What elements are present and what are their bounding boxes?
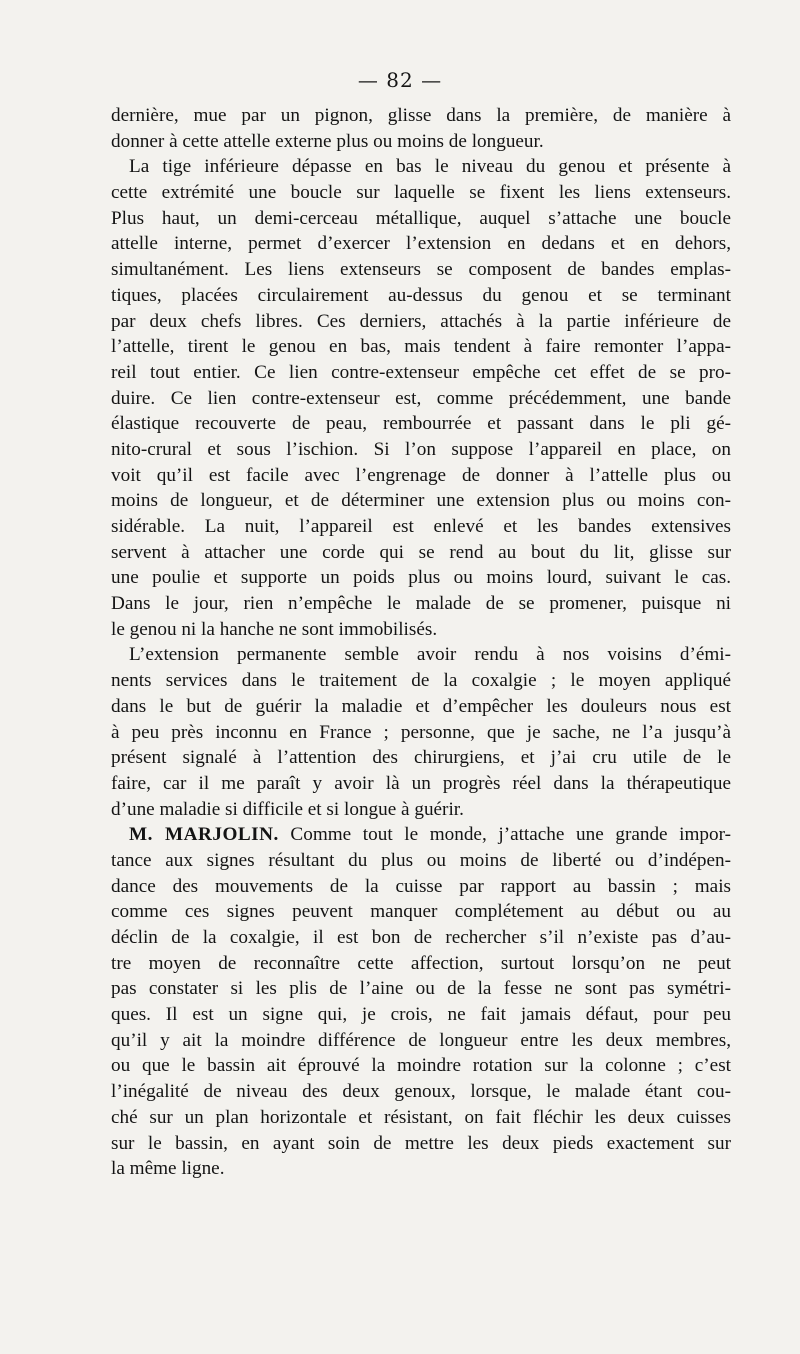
speaker-name: M. MARJOLIN.: [129, 824, 279, 846]
text-line: nito-crural et sous l’ischion. Si l’on suppose l’appareil en place, on: [111, 438, 731, 460]
text-line: ché sur un plan horizontale et résistant, on fait fléchir les deux cuisses: [111, 1106, 731, 1128]
text-line: tre moyen de reconnaître cette affection, surtout lorsqu’on ne peut: [111, 952, 731, 974]
text-line: duire. Ce lien contre-extenseur est, comme précédemment, une bande: [111, 387, 731, 409]
text-line: sur le bassin, en ayant soin de mettre les deux pieds exactement sur: [111, 1132, 731, 1154]
text-line: sidérable. La nuit, l’appareil est enlevé et les bandes extensives: [111, 516, 731, 537]
text-line: la même ligne.: [111, 1158, 225, 1180]
text-line: tiques, placées circulairement au-dessus du genou et se terminant: [111, 284, 731, 306]
text-line: moins de longueur, et de déterminer une extension plus ou moins con-: [111, 490, 731, 512]
text-line: cette extrémité une boucle sur laquelle se fixent les liens extenseurs.: [111, 182, 731, 204]
text-line: une poulie et supporte un poids plus ou moins lourd, suivant le cas.: [111, 567, 731, 589]
text-line: par deux chefs libres. Ces derniers, attachés à la partie inférieure de: [111, 310, 731, 332]
text-line: voit qu’il est facile avec l’engrenage de donner à l’attelle plus ou: [111, 464, 731, 486]
text-line: déclin de la coxalgie, il est bon de rechercher s’il n’existe pas d’au-: [111, 927, 731, 948]
page-number: — 82 —: [357, 68, 443, 92]
text-line: Plus haut, un demi-cerceau métallique, auquel s’attache une boucle: [111, 207, 731, 229]
text-line: d’une maladie si difficile et si longue à guérir.: [111, 798, 464, 820]
text-line: l’attelle, tirent le genou en bas, mais tendent à faire remonter l’appa-: [111, 336, 731, 358]
text-line: ques. Il est un signe qui, je crois, ne fait jamais défaut, pour peu: [111, 1004, 731, 1026]
text-line: simultanément. Les liens extenseurs se composent de bandes emplas-: [111, 259, 731, 281]
text-line: dans le but de guérir la maladie et d’empêcher les douleurs nous est: [111, 695, 731, 717]
text-line: L’extension permanente semble avoir rendu à nos voisins d’émi-: [129, 644, 731, 666]
text-line: qu’il y ait la moindre différence de longueur entre les deux membres,: [111, 1029, 731, 1051]
text-line: donner à cette attelle externe plus ou moins de longueur.: [111, 130, 544, 152]
text-line: comme ces signes peuvent manquer complétement au début ou au: [111, 901, 731, 923]
speaker-text: Comme tout le monde, j’attache une grande impor-: [290, 824, 732, 846]
text-line: nents services dans le traitement de la coxalgie ; le moyen appliqué: [111, 670, 731, 692]
text-line: présent signalé à l’attention des chirurgiens, et j’ai cru utile de le: [111, 747, 731, 769]
text-line: dance des mouvements de la cuisse par rapport au bassin ; mais: [111, 875, 731, 897]
text-line: ou que le bassin ait éprouvé la moindre rotation sur la colonne ; c’est: [111, 1055, 731, 1077]
text-line: l’inégalité de niveau des deux genoux, lorsque, le malade étant cou-: [111, 1081, 731, 1103]
text-line: servent à attacher une corde qui se rend au bout du lit, glisse sur: [111, 541, 731, 563]
speaker-line: [111, 822, 731, 848]
text-line: le genou ni la hanche ne sont immobilisés.: [111, 618, 438, 640]
text-line: reil tout entier. Ce lien contre-extenseur empêche cet effet de se pro-: [111, 361, 731, 383]
text-line: à peu près inconnu en France ; personne, que je sache, ne l’a jusqu’à: [111, 721, 731, 743]
text-line: pas constater si les plis de l’aine ou de la fesse ne sont pas symétri-: [111, 978, 731, 1000]
text-line: faire, car il me paraît y avoir là un progrès réel dans la thérapeutique: [111, 772, 731, 794]
text-line: La tige inférieure dépasse en bas le niveau du genou et présente à: [129, 156, 731, 178]
text-line: tance aux signes résultant du plus ou moins de liberté ou d’indépen-: [111, 849, 731, 871]
text-line: Dans le jour, rien n’empêche le malade de se promener, puisque ni: [111, 593, 731, 615]
body-text: [111, 103, 731, 1182]
text-line: élastique recouverte de peau, rembourrée et passant dans le pli gé-: [111, 413, 731, 435]
text-line: dernière, mue par un pignon, glisse dans la première, de manière à: [111, 105, 731, 126]
text-line: attelle interne, permet d’exercer l’extension en dedans et en dehors,: [111, 233, 731, 255]
